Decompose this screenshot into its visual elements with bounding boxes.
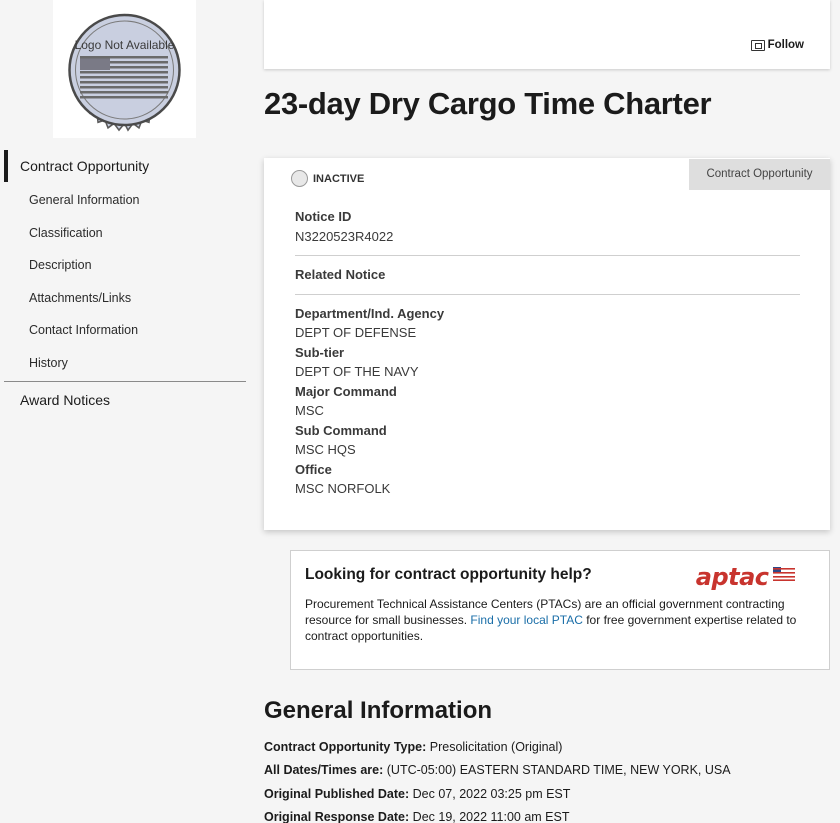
flag-stripes-icon — [773, 567, 795, 581]
active-indicator — [4, 150, 8, 182]
general-info-row — [264, 783, 731, 806]
sub-command-value: MSC HQS — [295, 442, 356, 457]
nav-attachments-links[interactable]: Attachments/Links — [29, 290, 132, 305]
subtier-value: DEPT OF THE NAVY — [295, 364, 419, 379]
follow-label: Follow — [767, 39, 804, 51]
find-ptac-link[interactable]: Find your local PTAC — [470, 613, 583, 627]
follow-icon — [751, 40, 765, 51]
subtier-label: Sub-tier — [295, 344, 345, 360]
response-date-label: Original Response Date: — [264, 809, 410, 823]
notice-details — [295, 207, 800, 499]
office-value: MSC NORFOLK — [295, 481, 391, 496]
general-info-row — [264, 806, 731, 823]
aptac-logo — [696, 563, 795, 591]
side-navigation — [0, 148, 246, 418]
nav-award-notices[interactable]: Award Notices — [20, 391, 111, 408]
ptac-help-card — [290, 550, 830, 670]
notice-type-tag: Contract Opportunity — [689, 159, 830, 190]
nav-general-information[interactable]: General Information — [29, 193, 140, 207]
timezone-value: (UTC-05:00) EASTERN STANDARD TIME, NEW YORK, USA — [386, 763, 731, 778]
help-description — [305, 596, 805, 644]
status-text: INACTIVE — [313, 172, 365, 185]
aptac-logo-text: aptac — [695, 563, 769, 591]
notice-id-value: N3220523R4022 — [295, 228, 394, 244]
opportunity-type-label: Contract Opportunity Type: — [264, 740, 427, 754]
general-info-row — [264, 736, 731, 759]
header-card — [264, 0, 830, 69]
general-info-row — [264, 759, 731, 782]
page-title: 23-day Dry Cargo Time Charter — [264, 86, 712, 121]
inactive-status-icon — [291, 170, 308, 187]
response-date-value: Dec 19, 2022 11:00 am EST — [412, 809, 570, 823]
follow-button[interactable] — [751, 39, 804, 51]
general-information-list — [264, 736, 731, 823]
nav-contact-information[interactable]: Contact Information — [29, 323, 139, 338]
published-date-value: Dec 07, 2022 03:25 pm EST — [412, 786, 571, 801]
logo-placeholder-text: Logo Not Available — [74, 38, 175, 52]
related-notice-label: Related Notice — [295, 267, 386, 282]
nav-contract-opportunity[interactable] — [0, 148, 246, 184]
nav-contract-opportunity-label: Contract Opportunity — [20, 158, 150, 174]
seal-placeholder-icon — [53, 0, 196, 138]
notice-info-card — [264, 158, 830, 530]
office-label: Office — [295, 461, 332, 477]
notice-id-label: Notice ID — [295, 209, 352, 224]
agency-logo — [53, 0, 196, 138]
opportunity-type-value: Presolicitation (Original) — [429, 740, 563, 754]
help-text-after: for free government expertise related to contract opportunities. — [305, 613, 797, 643]
timezone-label: All Dates/Times are: — [264, 763, 384, 778]
general-information-heading: General Information — [264, 697, 493, 724]
divider — [295, 255, 800, 256]
help-text-before: Procurement Technical Assistance Centers (PTACs) are an official government contracting resource for small businesses. — [305, 597, 785, 627]
department-value: DEPT OF DEFENSE — [295, 325, 417, 340]
nav-history[interactable]: History — [29, 355, 68, 370]
sub-command-label: Sub Command — [295, 422, 387, 438]
help-title: Looking for contract opportunity help? — [305, 566, 592, 583]
status-badge — [291, 170, 364, 187]
major-command-label: Major Command — [295, 383, 397, 399]
nav-classification[interactable]: Classification — [29, 225, 103, 240]
department-label: Department/Ind. Agency — [295, 305, 445, 321]
published-date-label: Original Published Date: — [264, 786, 410, 801]
nav-description[interactable]: Description — [29, 258, 92, 273]
major-command-value: MSC — [295, 403, 324, 418]
divider — [295, 294, 800, 295]
